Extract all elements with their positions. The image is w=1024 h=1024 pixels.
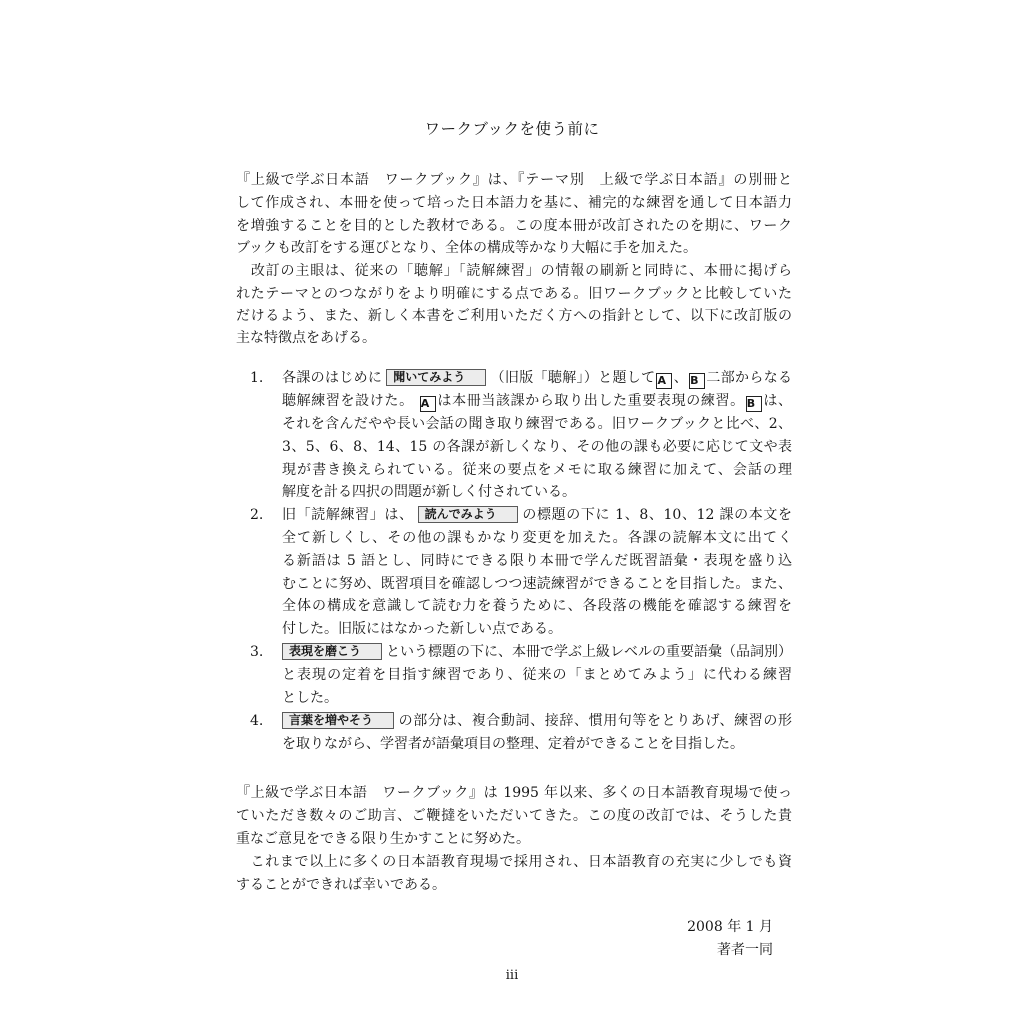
list-item-line [282, 505, 792, 525]
list-item-line [282, 642, 792, 662]
list-item-line [282, 711, 792, 731]
section-label-box: 言葉を増やそう [282, 712, 394, 729]
list-item-line: 解度を計る四択の問題が新しく付されている。 [282, 484, 576, 500]
intro-line: 改訂の主眼は、従来の「聴解」「読解練習」の情報の刷新と同時に、本冊に掲げら [236, 263, 792, 279]
section-marker-b: B [746, 396, 762, 412]
list-item-line: を取りながら、学習者が語彙項目の整理、定着ができることを目指した。 [282, 736, 744, 752]
list-item-line: る新語は 5 語とし、同時にできる限り本冊で学んだ既習語彙・表現を盛り込 [282, 553, 792, 569]
page-title: ワークブックを使う前に [424, 120, 600, 138]
list-text: 二部からなる [706, 370, 793, 386]
section-label-box: 聞いてみよう [386, 369, 486, 386]
section-marker-a: A [420, 396, 436, 412]
outro-line: これまで以上に多くの日本語教育現場で採用され、日本語教育の充実に少しでも資 [236, 854, 792, 870]
intro-line: して作成され、本冊を使って培った日本語力を基に、補完的な練習を通して日本語力 [236, 195, 792, 211]
page-number: iii [505, 968, 519, 983]
list-item-line: 3、5、6、8、14、15 の各課が新しくなり、その他の課も必要に応じて文や表 [282, 439, 792, 455]
section-label-box: 表現を磨こう [282, 643, 382, 660]
list-text: 、 [673, 370, 689, 386]
outro-line: 『上級で学ぶ日本語 ワークブック』は 1995 年以来、多くの日本語教育現場で使っ [236, 785, 792, 801]
list-text: 旧「読解練習」は、 [282, 507, 414, 523]
signature-author: 著者一同 [717, 942, 773, 958]
section-marker-b: B [689, 373, 705, 389]
section-marker-a: A [656, 373, 672, 389]
list-number: 4. [250, 713, 264, 729]
outro-line: ていただき数々のご助言、ご鞭撻をいただいてきた。この度の改訂では、そうした貴 [236, 808, 792, 824]
list-text: という標題の下に、本冊で学ぶ上級レベルの重要語彙（品詞別） [386, 644, 793, 660]
list-item-line: とした。 [282, 690, 338, 706]
intro-line: だけるよう、また、新しく本書をご利用いただく方への指針として、以下に改訂版の [236, 308, 792, 324]
list-text: は本冊当該課から取り出した重要表現の練習。 [436, 393, 745, 409]
intro-line: を増強することを目的とした教材である。この度本冊が改訂されたのを期に、ワーク [236, 218, 792, 234]
intro-line: 『上級で学ぶ日本語 ワークブック』は、『テーマ別 上級で学ぶ日本語』の別冊と [236, 172, 792, 188]
list-item-line: と表現の定着を目指す練習であり、従来の「まとめてみよう」に代わる練習 [282, 667, 792, 683]
list-text: 各課のはじめに [282, 370, 383, 386]
list-text: （旧版「聴解」）と題して [490, 370, 656, 386]
list-number: 3. [250, 644, 264, 660]
list-text: の部分は、複合動詞、接辞、慣用句等をとりあげ、練習の形 [398, 713, 792, 729]
list-item-line: それを含んだやや長い会話の聞き取り練習である。旧ワークブックと比べ、2、 [282, 416, 792, 432]
list-item-line [282, 391, 792, 412]
list-number: 1. [250, 370, 264, 386]
list-item-line [282, 368, 792, 389]
outro-line: することができれば幸いである。 [236, 877, 446, 893]
list-text: は、 [762, 393, 793, 409]
list-item-line: 現が書き換えられている。従来の要点をメモに取る練習に加えて、会話の理 [282, 462, 792, 478]
list-item-line: むことに努め、既習項目を確認しつつ速読練習ができることを目指した。また、 [282, 576, 792, 592]
list-number: 2. [250, 507, 264, 523]
list-text: 聴解練習を設けた。 [282, 393, 414, 409]
list-item-line: 付した。旧版にはなかった新しい点である。 [282, 621, 562, 637]
intro-line: れたテーマとのつながりをより明確にする点である。旧ワークブックと比較していた [236, 286, 792, 302]
intro-line: ブックも改訂をする運びとなり、全体の構成等かなり大幅に手を加えた。 [236, 240, 698, 256]
outro-line: 重なご意見をできる限り生かすことに努めた。 [236, 831, 530, 847]
signature-date: 2008 年 1 月 [687, 919, 773, 935]
list-item-line: 全体の構成を意識して読む力を養うために、各段落の機能を確認する練習を [282, 598, 792, 614]
section-label-box: 読んでみよう [418, 506, 518, 523]
list-item-line: 全て新しくし、その他の課もかなり変更を加えた。各課の読解本文に出てく [282, 530, 792, 546]
list-text: の標題の下に 1、8、10、12 課の本文を [521, 507, 793, 523]
intro-line: 主な特徴点をあげる。 [236, 330, 376, 346]
